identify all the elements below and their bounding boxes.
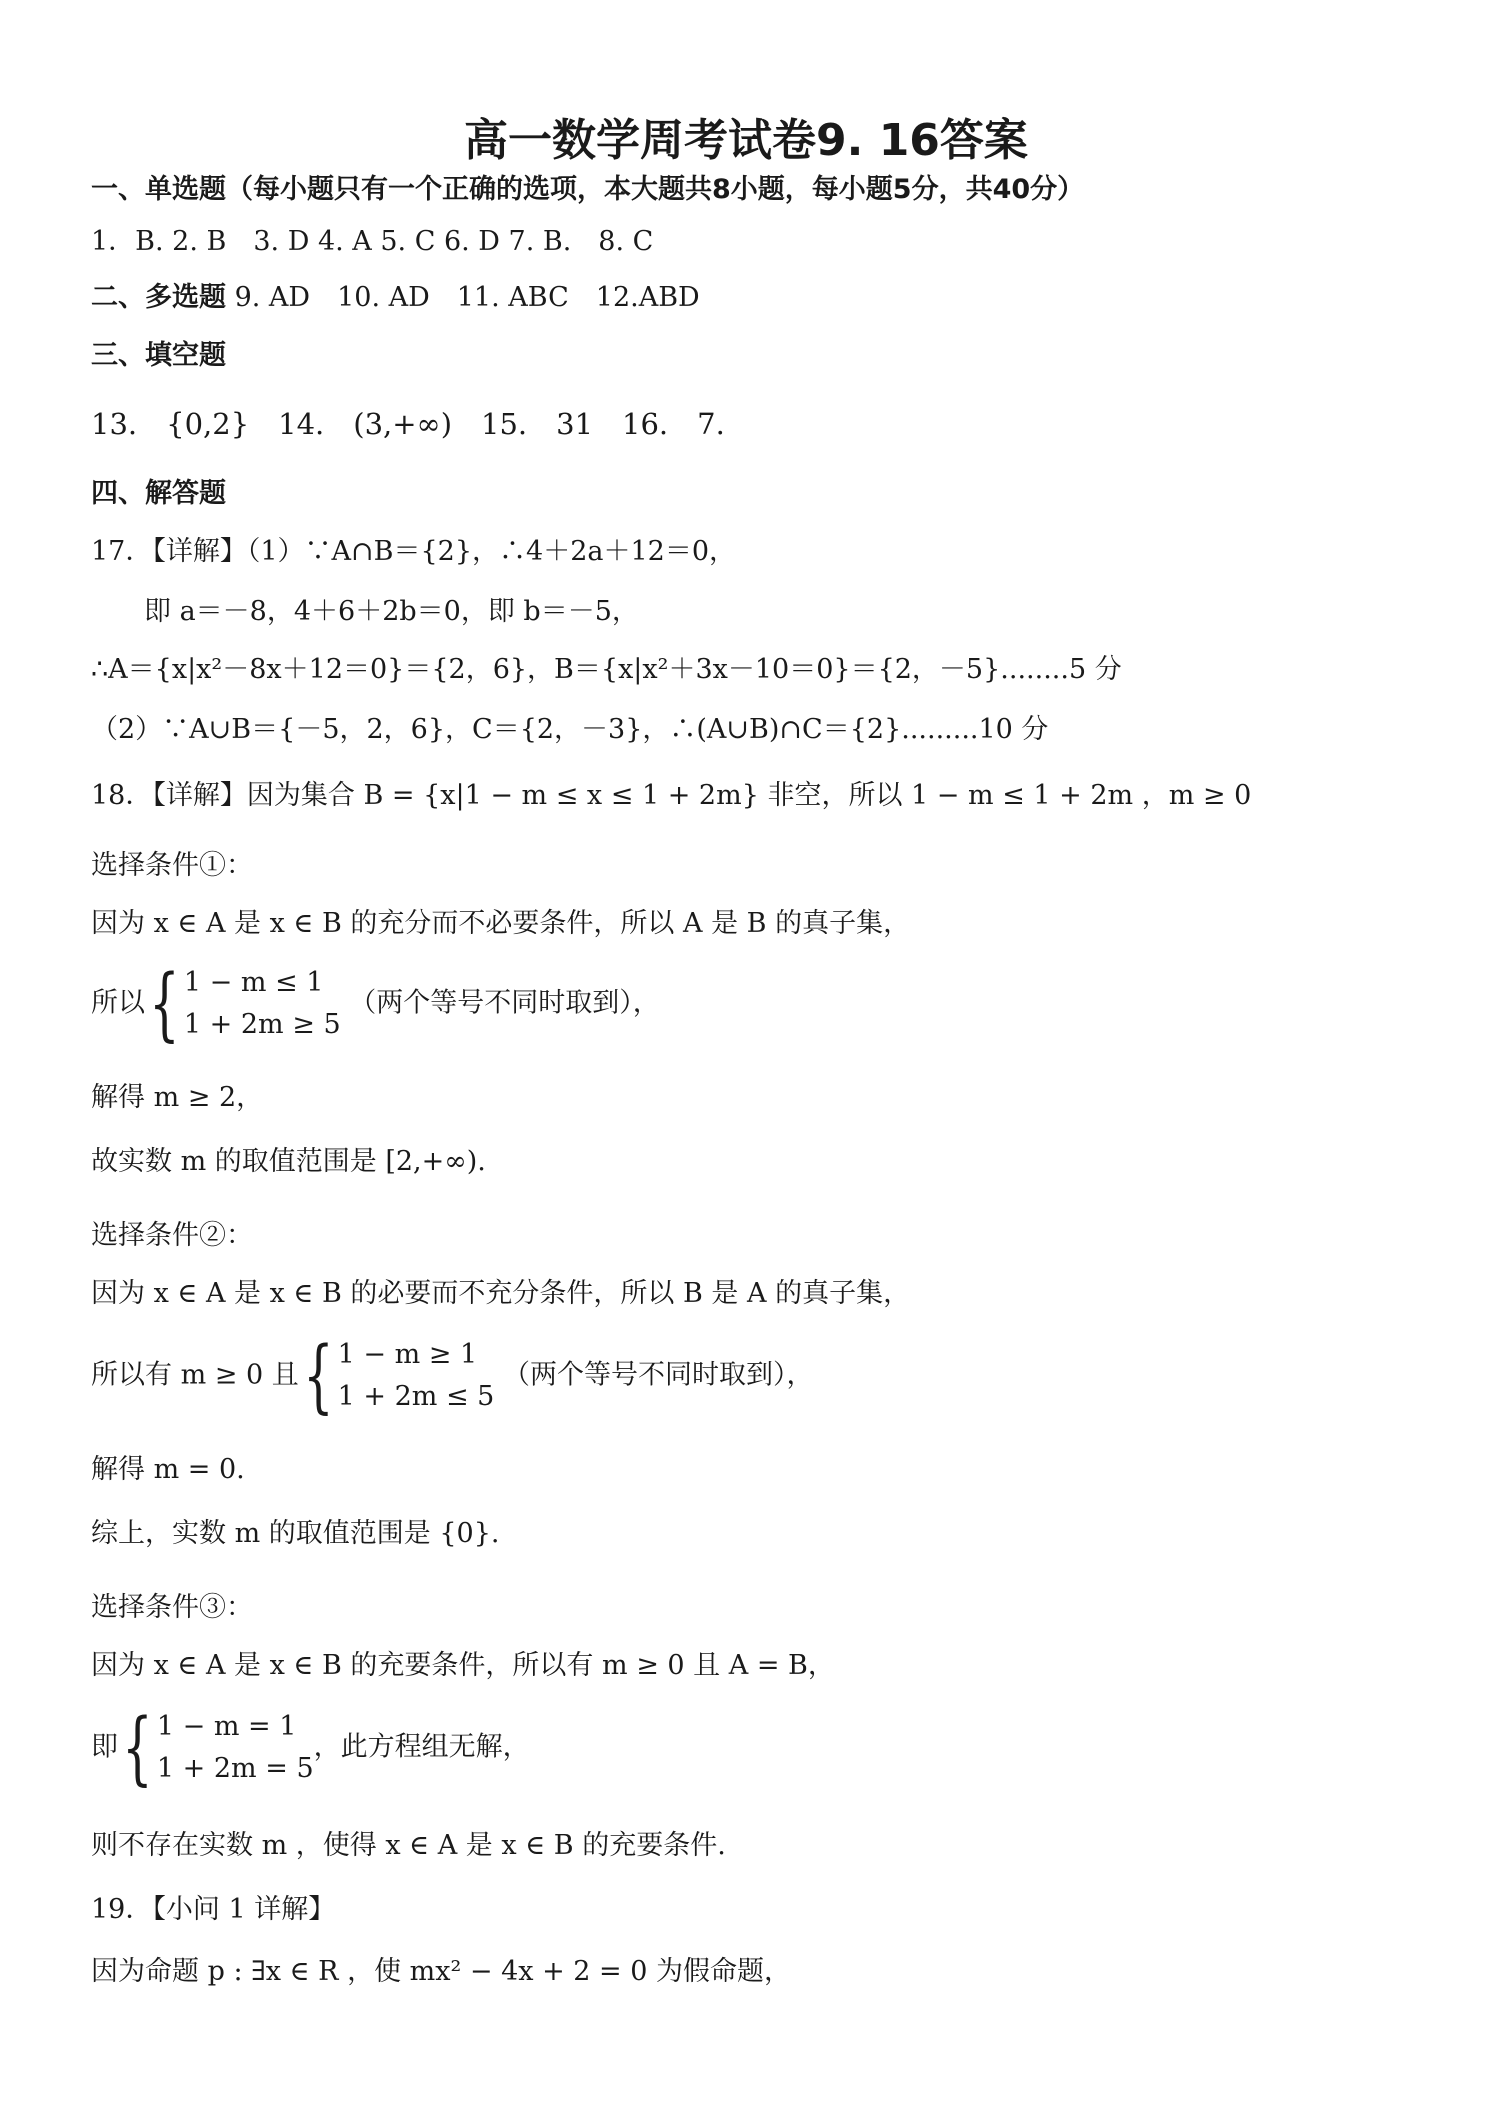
q17-line-2: 即 a＝－8，4＋6＋2b＝0，即 b＝－5， [144, 596, 639, 627]
q18-c3-note: ，此方程组无解， [313, 1731, 530, 1763]
q18-condition-2-system [91, 1329, 814, 1422]
section-1-answers: 1．B. 2. B 3. D 4. A 5. C 6. D 7. B. 8. C [91, 226, 654, 257]
q18-condition-1-result: 故实数 m 的取值范围是 [2,+∞). [91, 1146, 486, 1177]
section-4-heading: 四、解答题 [91, 478, 226, 509]
q19-heading: 19．【小问 1 详解】 [91, 1894, 336, 1925]
q18-condition-2-solve: 解得 m = 0. [91, 1454, 245, 1485]
q18-c2-note: （两个等号不同时取到）， [502, 1359, 814, 1391]
q17-line-1: 17．【详解】（1）∵A∩B＝{2}，∴4＋2a＋12＝0， [91, 536, 737, 567]
q18-condition-1-solve: 解得 m ≥ 2， [91, 1082, 264, 1113]
section-1-heading: 一、单选题（每小题只有一个正确的选项，本大题共8小题，每小题5分，共40分） [91, 174, 1085, 205]
q18-c1-eq-1: 1 − m ≤ 1 [183, 967, 324, 998]
q18-c3-eq-1: 1 − m = 1 [156, 1711, 297, 1742]
q18-condition-3-line-1: 因为 x ∈ A 是 x ∈ B 的充要条件，所以有 m ≥ 0 且 A = B， [91, 1650, 835, 1681]
q18-c1-eq-2: 1 + 2m ≥ 5 [183, 1009, 341, 1040]
section-2-answers: 9. AD 10. AD 11. ABC 12.ABD [234, 282, 700, 313]
q18-c2-equations [338, 1334, 495, 1418]
q17-line-4: （2）∵A∪B＝{－5，2，6}，C＝{2，－3}，∴(A∪B)∩C＝{2}.........10 分 [91, 714, 1049, 745]
section-2-heading: 二、多选题 [91, 282, 226, 313]
q18-c1-prefix: 所以 [91, 987, 145, 1019]
page-title: 高一数学周考试卷9. 16答案 [464, 115, 1028, 166]
q18-condition-1-system [91, 957, 660, 1050]
q18-condition-1-heading: 选择条件①： [91, 850, 253, 881]
q18-condition-1-line-1: 因为 x ∈ A 是 x ∈ B 的充分而不必要条件，所以 A 是 B 的真子集， [91, 908, 911, 939]
brace-icon: { [122, 1701, 153, 1794]
q18-condition-3-heading: 选择条件③： [91, 1592, 253, 1623]
q18-c1-note: （两个等号不同时取到）， [349, 987, 660, 1019]
brace-icon: { [149, 957, 180, 1050]
q18-c3-equations [157, 1706, 314, 1790]
section-2-row [91, 282, 700, 314]
section-3-answers: 13. {0,2} 14. (3,+∞) 15. 31 16. 7. [91, 407, 725, 441]
q18-condition-2-result: 综上，实数 m 的取值范围是 {0}. [91, 1518, 500, 1549]
q18-condition-2-heading: 选择条件②： [91, 1220, 253, 1251]
section-3-heading: 三、填空题 [91, 340, 226, 371]
q18-c2-eq-2: 1 + 2m ≤ 5 [337, 1381, 495, 1412]
q18-c3-eq-2: 1 + 2m = 5 [156, 1753, 314, 1784]
q18-c2-prefix: 所以有 m ≥ 0 且 [91, 1359, 299, 1391]
brace-icon: { [302, 1329, 334, 1422]
q18-c3-prefix: 即 [91, 1731, 118, 1763]
q17-line-3: ∴A＝{x|x²－8x＋12＝0}＝{2，6}，B＝{x|x²＋3x－10＝0}＝{2，－5}........5 分 [91, 654, 1122, 685]
q18-condition-3-system [91, 1701, 530, 1794]
q18-c2-eq-1: 1 − m ≥ 1 [337, 1339, 478, 1370]
q18-condition-2-line-1: 因为 x ∈ A 是 x ∈ B 的必要而不充分条件，所以 B 是 A 的真子集， [91, 1278, 911, 1309]
q18-condition-3-result: 则不存在实数 m ，使得 x ∈ A 是 x ∈ B 的充要条件. [91, 1830, 726, 1861]
q18-intro: 18．【详解】因为集合 B = {x|1 − m ≤ x ≤ 1 + 2m} 非空，所以 1 − m ≤ 1 + 2m ，m ≥ 0 [91, 780, 1252, 811]
q18-c1-equations [184, 962, 341, 1046]
q19-line-1: 因为命题 p : ∃x ∈ R ，使 mx² − 4x + 2 = 0 为假命题， [91, 1956, 792, 1987]
